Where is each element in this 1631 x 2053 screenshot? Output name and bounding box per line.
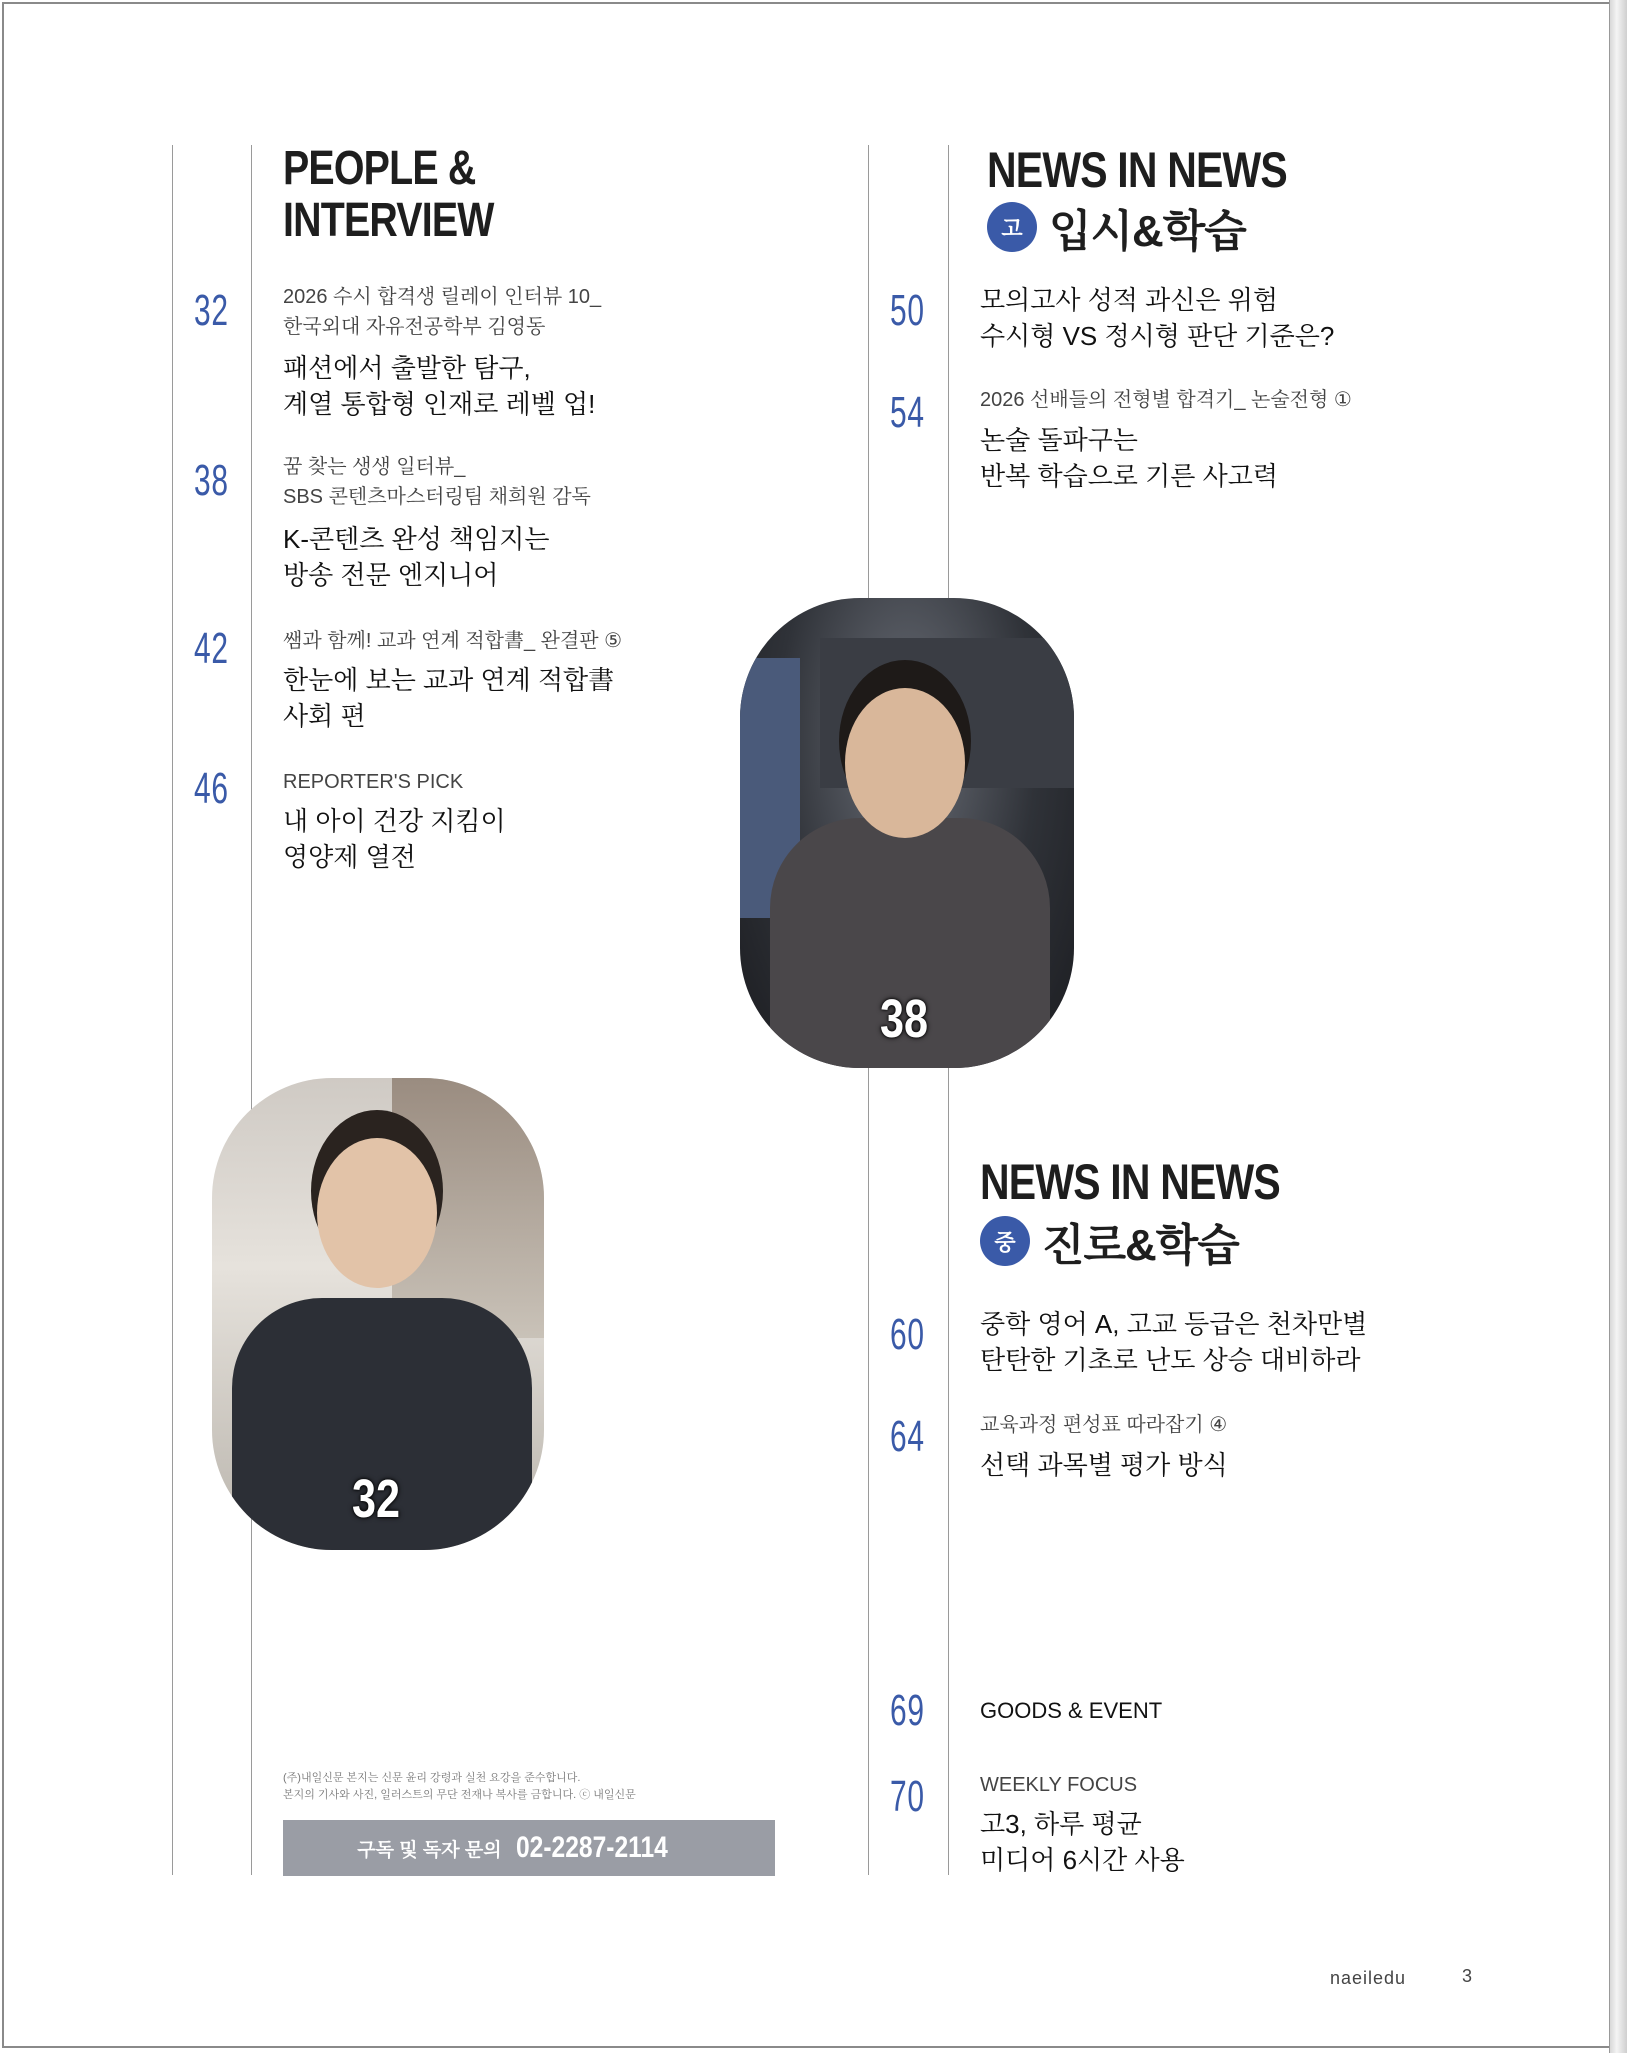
interview-photo-38 <box>740 598 1074 1068</box>
entry-headline: 미디어 6시간 사용 <box>980 1845 1185 1875</box>
people-title-line2: INTERVIEW <box>283 194 494 247</box>
grade-badge-middle: 중 <box>980 1216 1030 1266</box>
page-number: 60 <box>890 1310 925 1359</box>
entry-kicker: 2026 수시 합격생 릴레이 인터뷰 10_ <box>283 286 602 308</box>
people-interview-title <box>283 143 494 247</box>
subscription-contact-bar <box>283 1820 775 1876</box>
copyright-line2: 본지의 기사와 사진, 일러스트의 무단 전재나 복사를 금합니다. ⓒ 내일신문 <box>283 1789 636 1801</box>
entry-kicker: 교육과정 편성표 따라잡기 ④ <box>980 1414 1228 1436</box>
entry-headline: 탄탄한 기초로 난도 상승 대비하라 <box>980 1345 1361 1375</box>
entry-kicker: REPORTER'S PICK <box>283 771 464 793</box>
entry-headline: 계열 통합형 인재로 레벨 업! <box>283 389 596 419</box>
page-number: 54 <box>890 388 925 437</box>
news-subheading-middle <box>980 1209 1239 1273</box>
entry-headline: 한눈에 보는 교과 연계 적합書 <box>283 665 615 695</box>
entry-kicker: 쌤과 함께! 교과 연계 적합書_ 완결판 ⑤ <box>283 630 623 652</box>
grade-badge-high: 고 <box>987 202 1037 252</box>
interview-photo-32 <box>212 1078 544 1550</box>
entry-headline: GOODS & EVENT <box>980 1698 1163 1723</box>
contact-phone[interactable]: 02-2287-2114 <box>515 1831 668 1864</box>
page-curl-edge <box>1609 0 1627 2053</box>
entry-headline: 사회 편 <box>283 701 366 731</box>
entry-headline: 패션에서 출발한 탐구, <box>283 353 531 383</box>
page-number: 70 <box>890 1772 925 1821</box>
footer-brand: naeiledu <box>1330 1968 1407 1988</box>
person-head <box>317 1138 437 1288</box>
people-title-line1: PEOPLE & <box>283 142 476 195</box>
entry-headline: 영양제 열전 <box>283 842 416 872</box>
news-subtitle: 입시&학습 <box>1049 207 1246 256</box>
news-subtitle: 진로&학습 <box>1042 1221 1239 1270</box>
person-head <box>845 688 965 838</box>
page-number: 32 <box>194 286 229 335</box>
entry-headline: 내 아이 건강 지킴이 <box>283 806 506 836</box>
page-number: 46 <box>194 764 229 813</box>
page-number: 69 <box>890 1686 925 1735</box>
copyright-line1: (주)내일신문 본지는 신문 윤리 강령과 실천 요강을 준수합니다. <box>283 1772 581 1784</box>
news-subheading-high <box>987 195 1246 259</box>
photo-page-label: 32 <box>352 1469 401 1529</box>
entry-headline: 선택 과목별 평가 방식 <box>980 1450 1228 1480</box>
entry-headline: 수시형 VS 정시형 판단 기준은? <box>980 321 1335 351</box>
entry-kicker: WEEKLY FOCUS <box>980 1774 1138 1796</box>
entry-headline: 모의고사 성적 과신은 위험 <box>980 285 1278 315</box>
entry-kicker: SBS 콘텐츠마스터링팀 채희원 감독 <box>283 486 591 508</box>
entry-headline: 고3, 하루 평균 <box>980 1809 1142 1839</box>
entry-headline: K-콘텐츠 완성 책임지는 <box>283 524 550 554</box>
entry-headline: 논술 돌파구는 <box>980 425 1138 455</box>
entry-headline: 중학 영어 A, 고교 등급은 천차만별 <box>980 1309 1368 1339</box>
copyright-notice <box>283 1770 636 1804</box>
entry-headline: 방송 전문 엔지니어 <box>283 560 499 590</box>
entry-kicker: 2026 선배들의 전형별 합격기_ 논술전형 ① <box>980 389 1352 411</box>
entry-headline: 반복 학습으로 기른 사고력 <box>980 461 1278 491</box>
left-outer-rule <box>172 145 173 1875</box>
contact-label: 구독 및 독자 문의 <box>357 1839 502 1861</box>
footer-page-number: 3 <box>1462 1966 1473 1986</box>
page-number: 64 <box>890 1412 925 1461</box>
page-number: 50 <box>890 286 925 335</box>
entry-kicker: 꿈 찾는 생생 일터뷰_ <box>283 456 466 478</box>
entry-kicker: 한국외대 자유전공학부 김영동 <box>283 316 546 338</box>
news-in-news-title-middle: NEWS IN NEWS <box>980 1154 1280 1210</box>
left-inner-rule <box>251 145 252 1875</box>
page-number: 38 <box>194 456 229 505</box>
photo-page-label: 38 <box>880 989 929 1049</box>
news-in-news-title-high: NEWS IN NEWS <box>987 142 1287 198</box>
page-number: 42 <box>194 624 229 673</box>
